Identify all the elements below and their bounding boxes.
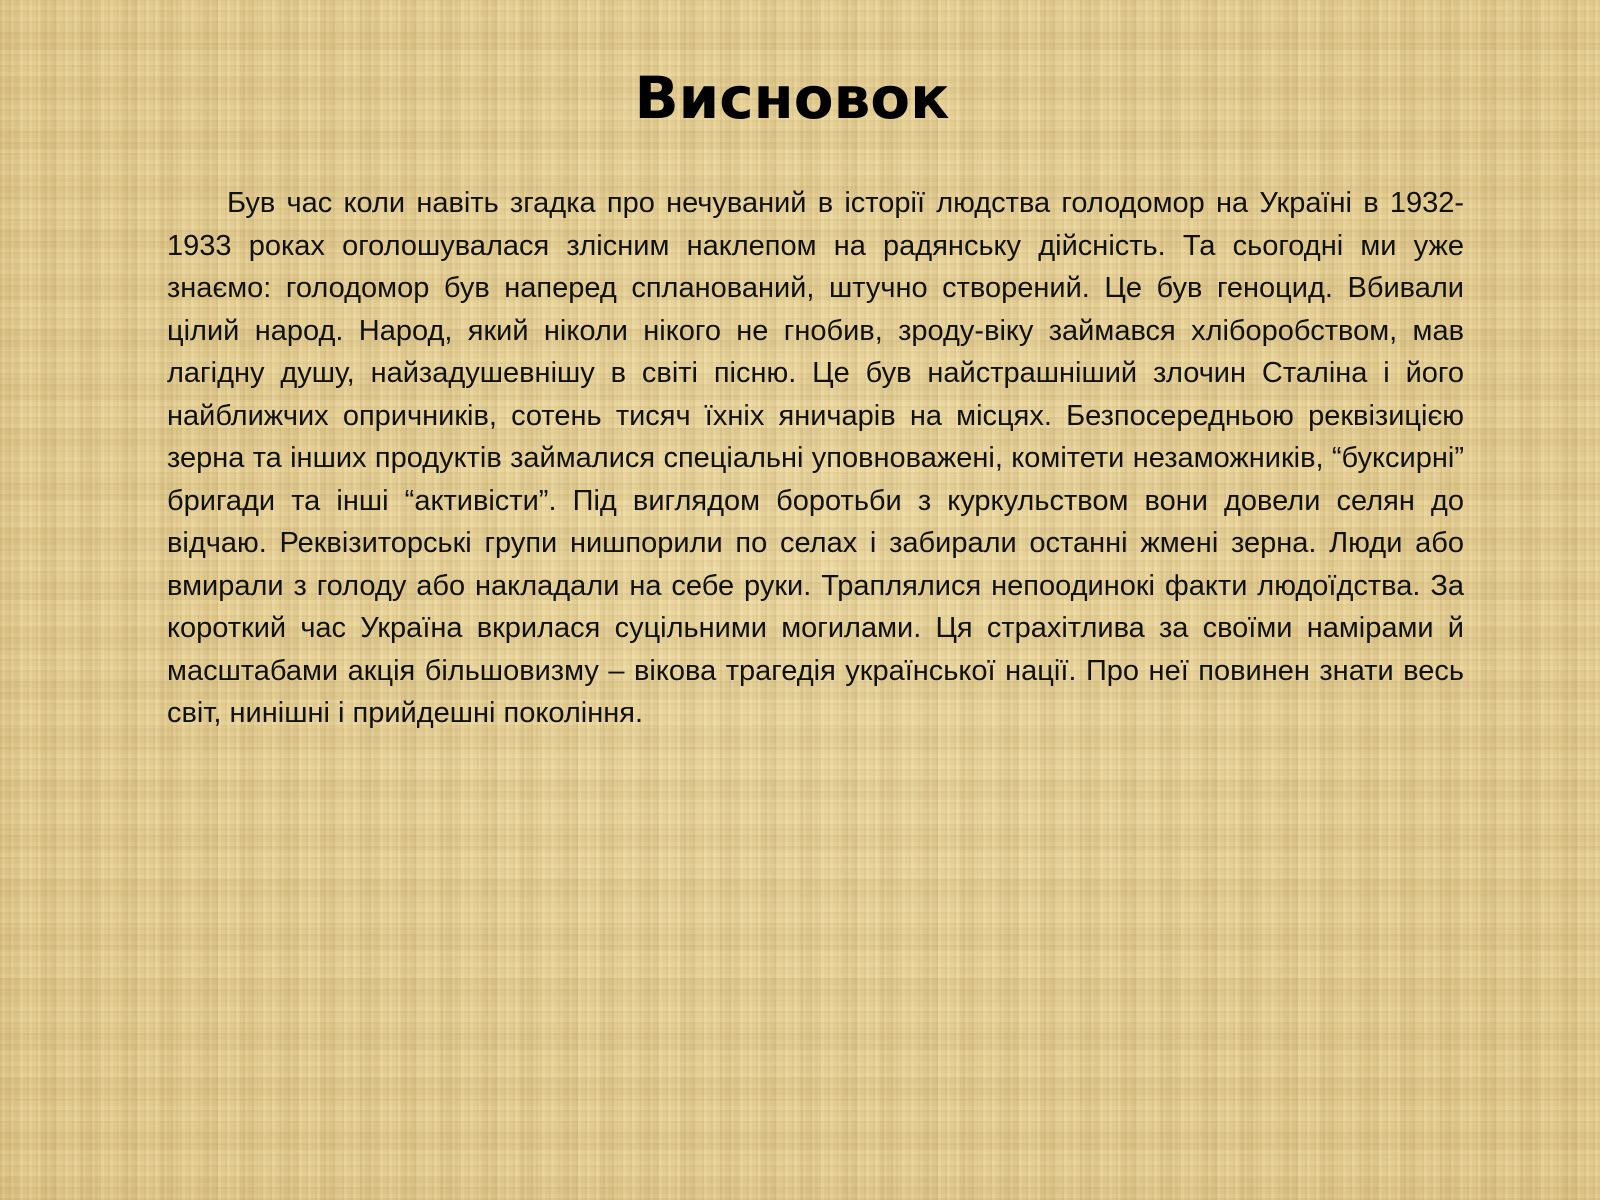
body-paragraph: Був час коли навіть згадка про нечуваний в історії людства голодомор на Україні в 1932-1933 роках оголошувалася злісним наклепом на радянську дійсність. Та сьогодні ми уже знаємо: голодомор був наперед спланований, штучно створений. Це був геноцид. Вбивали цілий народ. Народ, який ніколи нікого не гнобив, зроду-віку займався хліборобством, мав лагідну душу, найзадушевнішу в світі пісню. Це був найстрашніший злочин Сталіна і його найближчих опричників, сотень тисяч їхніх яничарів на місцях. Безпосередньою реквізицією зерна та інших продуктів займалися спеціальні уповноважені, комітети незаможників, “буксирні” бригади та інші “активісти”. Під виглядом боротьби з куркульством вони довели селян до відчаю. Реквізиторські групи нишпорили по селах і забирали останні жмені зерна. Люди або вмирали з голоду або накладали на себе руки. Траплялися непоодинокі факти людоїдства. За короткий час Україна вкрилася суцільними могилами. Ця страхітлива за своїми намірами й масштабами акція більшовизму – вікова трагедія української нації. Про неї повинен знати весь світ, нинішні і прийдешні покоління. xyxy=(167,187,1464,729)
slide-title: Висновок xyxy=(634,64,950,132)
